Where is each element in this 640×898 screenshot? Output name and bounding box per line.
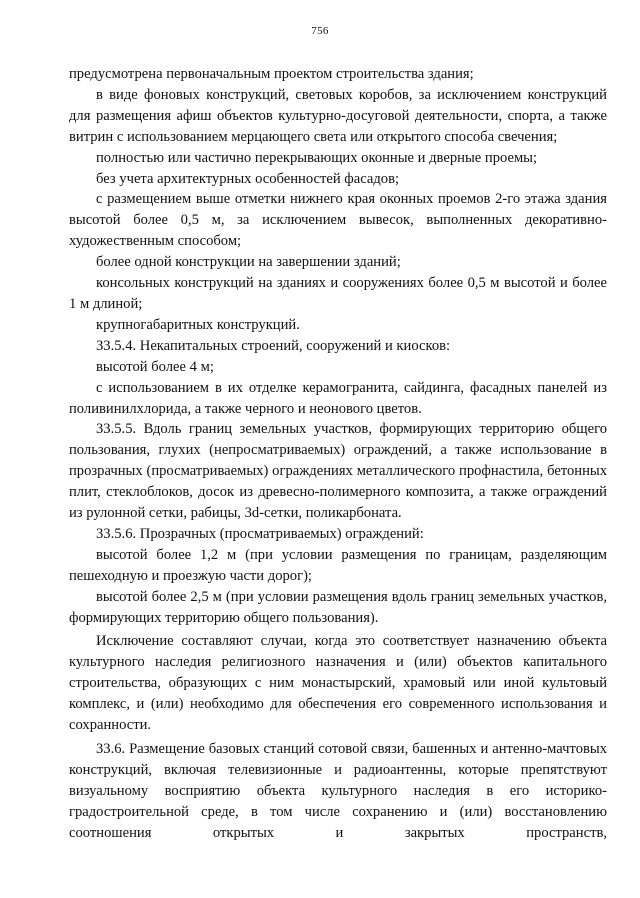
paragraph: в виде фоновых конструкций, световых коробов, за исключением конструкций для размещения афиш объектов культурно-досуговой деятельности, спорта, а также витрин с использованием мерцающего света или открытого способа свечения; bbox=[69, 86, 607, 145]
paragraph: консольных конструкций на зданиях и сооружениях более 0,5 м высотой и более 1 м длиной; bbox=[69, 275, 607, 312]
paragraph: предусмотрена первоначальным проектом строительства здания; bbox=[69, 66, 474, 82]
paragraph: высотой более 2,5 м (при условии размещения вдоль границ земельных участков, формирующих территорию общего пользования). bbox=[69, 588, 607, 626]
section-heading: 33.5.4. Некапитальных строений, сооружений и киосков: bbox=[96, 337, 451, 354]
section-heading: 33.5.6. Прозрачных (просматриваемых) ограждений: bbox=[96, 525, 424, 542]
page-number: 756 bbox=[311, 25, 329, 37]
paragraph: полностью или частично перекрывающих оконные и дверные проемы; bbox=[96, 149, 538, 166]
paragraph: крупногабаритных конструкций. bbox=[96, 316, 300, 333]
paragraph: высотой более 1,2 м (при условии размещения по границам, разделяющим пешеходную и проезжую части дорог); bbox=[69, 546, 607, 584]
paragraph: без учета архитектурных особенностей фасадов; bbox=[96, 170, 400, 187]
body-text bbox=[69, 64, 607, 844]
paragraph: Исключение составляют случаи, когда это соответствует назначению объекта культурного наследия религиозного назначения и (или) объектов капитального строительства, образующих с ним монастырский, храмовый или иной культовый комплекс, и (или) необходимо для обеспечения его современного использования и сохранности. bbox=[69, 633, 607, 734]
paragraph: с использованием в их отделке керамогранита, сайдинга, фасадных панелей из поливинилхлорида, а также черного и неонового цветов. bbox=[69, 379, 607, 417]
paragraph: высотой более 4 м; bbox=[96, 358, 214, 375]
section-paragraph: 33.5.5. Вдоль границ земельных участков, формирующих территорию общего пользования, глухих (непросматриваемых) ограждений, а также использование в прозрачных (просматриваемых) ограждениях металлического профнастила, бетонных плит, стеклоблоков, досок из древесно-полимерного композита, а также ограждений из рулонной сетки, рабицы, 3d-сетки, поликарбоната. bbox=[69, 421, 607, 522]
section-paragraph: 33.6. Размещение базовых станций сотовой связи, башенных и антенно-мачтовых конструкций, включая телевизионные и радиоантенны, которые препятствуют визуальному восприятию объекта культурного наследия в его историко-градостроительной среде, в том числе сохранению и (или) восстановлению соотношения открытых и закрытых пространств, bbox=[69, 741, 607, 841]
paragraph: более одной конструкции на завершении зданий; bbox=[96, 254, 401, 271]
paragraph: с размещением выше отметки нижнего края оконных проемов 2-го этажа здания высотой более 0,5 м, за исключением вывесок, выполненных декоративно-художественным способом; bbox=[69, 191, 607, 250]
